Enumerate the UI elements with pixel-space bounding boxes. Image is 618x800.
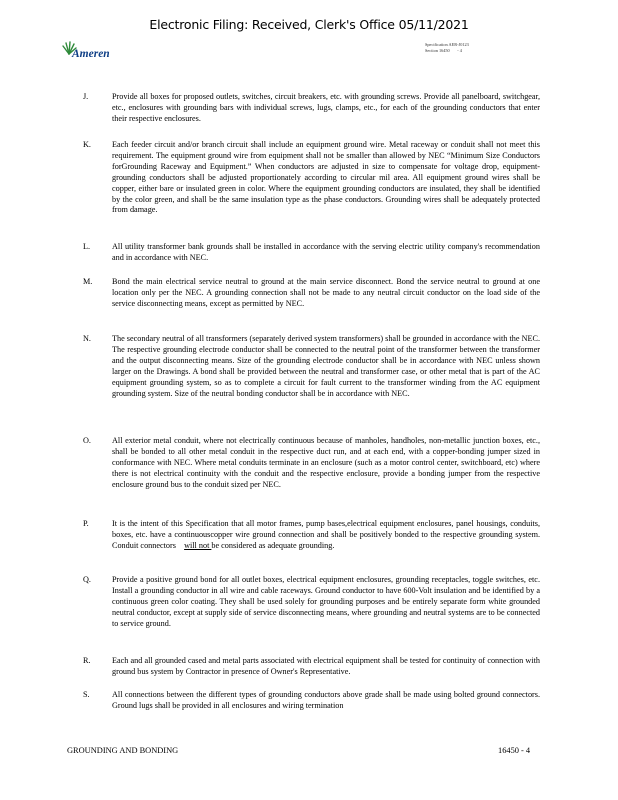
item-text-before: It is the intent of this Specification that all motor frames, pump bases,electrical equipment enclosures, panel housings, conduits, boxes, etc. have a continuouscopper wire ground connection and shall be positively bonded to the respective grounding system. Conduit connectors (112, 519, 545, 550)
company-logo (61, 40, 121, 62)
item-text: The secondary neutral of all transformers (separately derived system transformers) shall be grounded in accordance with the NEC. The respective grounding electrode conductor shall be connected to the neutral point of the transformer between the transformer and the output disconnecting means. Size of the grounding electrode conductor shall be in accordance with NEC unless shown larger on the Drawings. A bond shall be provided between the neutral and transformer case, or other metal that is part of the AC equipment grounding system, so as to complete a circuit for fault current to the transformer winding from the AC equipment grounding system. Size of the neutral bonding conductor shall be in accordance with NEC. (112, 334, 540, 398)
item-text (112, 519, 545, 552)
item-letter: S. (83, 690, 90, 699)
spec-page: - 4 (457, 48, 462, 53)
item-text: All connections between the different types of grounding conductors above grade shall be made using bolted ground connectors. Ground lugs shall be provided in all enclosures and wiring termination (112, 690, 540, 710)
item-letter: J. (83, 92, 89, 101)
item-letter: P. (83, 519, 89, 528)
item-text-after: be considered as adequate grounding. (211, 540, 335, 550)
spec-section-label: Section 16450 (425, 48, 450, 53)
item-letter: N. (83, 334, 91, 343)
item-text: All exterior metal conduit, where not electrically continuous because of manholes, handholes, non-metallic junction boxes, etc., shall be bonded to all other metal conduit in the respective duct run, and at each end, with a copper-bonding jumper sized in conformance with NEC. Where metal conduits terminate in an enclosure (such as a motor control center, switchboard, etc) where there is not electrical continuity with the conduit and the respective enclosure, provide a bonding jumper from the respective enclosure ground bus to the conduit sized per NEC. (112, 436, 540, 489)
item-letter: R. (83, 656, 91, 665)
logo-text: Ameren (72, 48, 110, 60)
item-text: Bond the main electrical service neutral to ground at the main service disconnect. Bond the service neutral to ground at one location only per the NEC. A grounding connection shall not be made to any neutral circuit conductor on the load side of the service disconnecting means, except as permitted by NEC. (112, 277, 540, 308)
item-text: Each and all grounded cased and metal parts associated with electrical equipment shall be tested for continuity of connection with ground bus system by Contractor in presence of Owner's Representative. (112, 656, 540, 676)
item-text: Each feeder circuit and/or branch circuit shall include an equipment ground wire. Metal raceway or conduit shall not meet this requirement. The equipment ground wire from equipment shall not be smaller than allowed by NEC “Minimum Size Conductors forGrounding Raceway and Equipment.” When conductors are adjusted in size to compensate for voltage drop, equipment-grounding conductors shall be adjusted proportionately according to circular mil area. All equipment ground wires shall be copper, either bare or insulated green in color. Where the equipment grounding conductors are insulated, they shall be identified by the color green, and shall be the same insulation type as the phase conductors. Grounding wires shall be adequately protected from damage. (112, 140, 540, 215)
item-text: Provide a positive ground bond for all outlet boxes, electrical equipment enclosures, grounding receptacles, toggle switches, etc. Install a grounding conductor in all wire and cable raceways. Ground conductor to have 600-Volt insulation and be identified by a continuous green color coating. They shall be used solely for grounding purposes and be entirely separate form white grounded neutral conductor, except at supply side of service disconnecting means, where grounding and neutral systems are to be connected to service ground. (112, 575, 540, 628)
spec-number: Specification AER-J0123 (425, 42, 469, 47)
item-letter: M. (83, 277, 93, 286)
footer-section-title: GROUNDING AND BONDING (67, 746, 179, 755)
spec-section (425, 48, 469, 54)
item-text: All utility transformer bank grounds shall be installed in accordance with the serving electric utility company's recommendation and in accordance with NEC. (112, 242, 540, 262)
item-letter: Q. (83, 575, 91, 584)
item-letter: K. (83, 140, 91, 149)
item-letter: L. (83, 242, 91, 251)
item-text-underlined: will not (184, 540, 212, 550)
item-text: Provide all boxes for proposed outlets, switches, circuit breakers, etc. with grounding screws. Provide all panelboard, switchgear, etc., enclosures with grounding bars with individual screws, lugs, clamps, etc., for each of the grounding conductors that enter their respective enclosures. (112, 92, 540, 123)
filing-stamp: Electronic Filing: Received, Clerk's Office 05/11/2021 (149, 17, 469, 32)
item-letter: O. (83, 436, 91, 445)
footer-page-number: 16450 - 4 (498, 746, 531, 755)
spec-reference (425, 42, 469, 54)
